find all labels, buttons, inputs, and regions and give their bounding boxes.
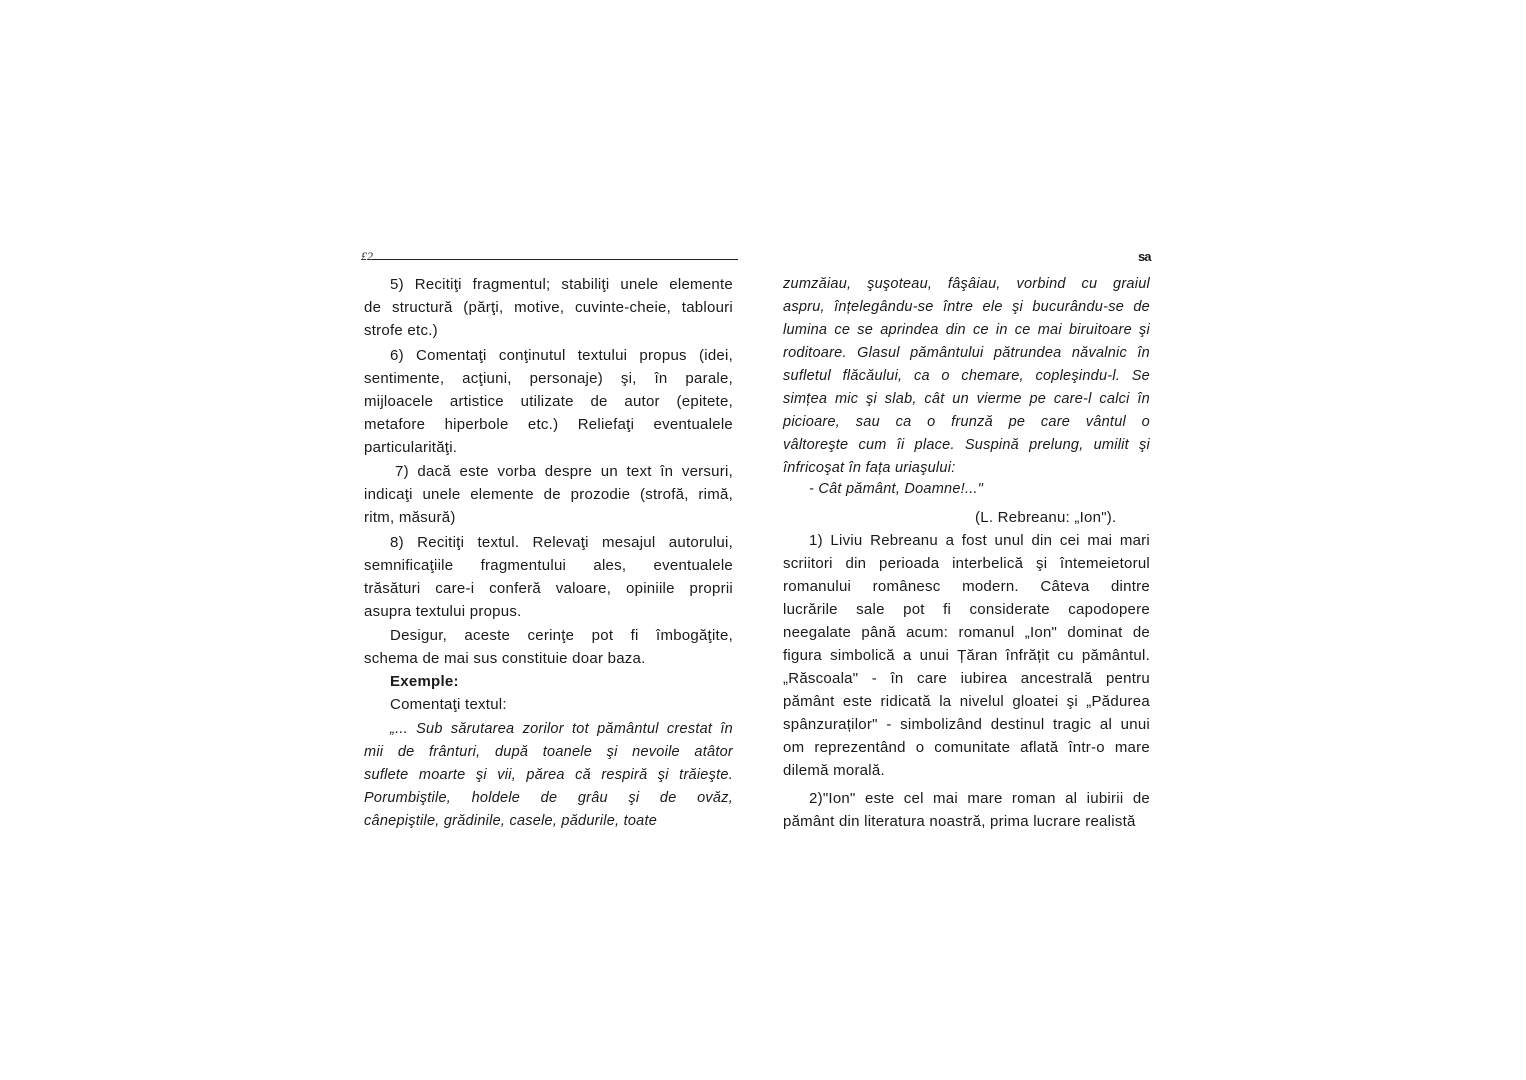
text-line: vâltoreşte cum îi place. Suspină prelung, umilit şi: [783, 437, 1150, 453]
text-line: ritm, măsură): [364, 509, 456, 526]
text-line: „... Sub sărutarea zorilor tot pământul crestat în: [390, 721, 733, 737]
paragraph-item-2: [783, 787, 1150, 833]
quote-dialogue: [783, 478, 1150, 501]
paragraph-item-6: [364, 344, 733, 459]
text-line: neegalate până acum: romanul „Ion" dominat de: [783, 624, 1150, 641]
page-number-right: sa: [1138, 249, 1151, 264]
paragraph-conclusion: [364, 624, 733, 670]
text-line: strofe etc.): [364, 322, 438, 339]
text-line: zumzăiau, şuşoteau, fâşâiau, vorbind cu graiul: [783, 276, 1150, 292]
text-line: Exemple:: [390, 673, 459, 690]
text-line: dilemă morală.: [783, 762, 885, 779]
examples-heading: [364, 670, 733, 693]
text-line: suflete moarte şi vii, părea că respiră şi trăieşte.: [364, 767, 733, 783]
text-line: om reprezentând o comunitate aflată într-o mare: [783, 739, 1150, 756]
text-line: - Cât pământ, Doamne!...": [809, 481, 984, 497]
text-line: lucrările sale pot fi considerate capodopere: [783, 601, 1150, 618]
text-line: pământ este ridicată la nivelul gloatei şi „Pădurea: [783, 693, 1150, 710]
header-rule: [372, 259, 738, 260]
text-line: 5) Recitiţi fragmentul; stabiliţi unele elemente: [390, 276, 733, 293]
text-line: romanului românesc modern. Câteva dintre: [783, 578, 1150, 595]
text-line: sufletul flăcăului, ca o chemare, copleşindu-l. Se: [783, 368, 1150, 384]
text-line: Desigur, aceste cerinţe pot fi îmbogăţite,: [390, 627, 733, 644]
text-line: roditoare. Glasul pământului pătrundea năvalnic în: [783, 345, 1150, 361]
quote-excerpt: [364, 718, 733, 833]
text-line: scriitori din perioada interbelică şi întemeietorul: [783, 555, 1150, 572]
text-line: simțea mic şi slab, cât un vierme pe care-l calci în: [783, 391, 1150, 407]
text-line: trăsături care-i conferă valoare, opiniile proprii: [364, 580, 733, 597]
text-line: 2)"Ion" este cel mai mare roman al iubirii de: [809, 790, 1150, 807]
text-line: de structură (părţi, motive, cuvinte-cheie, tablouri: [364, 299, 733, 316]
text-line: metafore hiperbole etc.) Reliefaţi eventualele: [364, 416, 733, 433]
text-line: 6) Comentaţi conţinutul textului propus (idei,: [390, 347, 733, 364]
text-line: schema de mai sus constituie doar baza.: [364, 650, 646, 667]
text-line: aspru, înțelegându-se între ele şi bucurându-se de: [783, 299, 1150, 315]
paragraph-item-8: [364, 531, 733, 623]
text-line: picioare, sau ca o frunză pe care vântul o: [783, 414, 1150, 430]
paragraph-item-5: [364, 273, 733, 342]
text-line: indicaţi unele elemente de prozodie (strofă, rimă,: [364, 486, 733, 503]
text-line: spânzuraților" - simbolizând destinul tragic al unui: [783, 716, 1150, 733]
text-line: 7) dacă este vorba despre un text în versuri,: [395, 463, 733, 480]
citation: [975, 506, 1135, 529]
text-line: sentimente, acţiuni, personaje) şi, în parale,: [364, 370, 733, 387]
text-line: Comentaţi textul:: [390, 696, 507, 713]
text-line: pământ din literatura noastră, prima lucrare realistă: [783, 813, 1136, 830]
paragraph-item-1: [783, 529, 1150, 782]
paragraph-item-7: [364, 460, 733, 529]
text-line: mijloacele artistice utilizate de autor (epitete,: [364, 393, 733, 410]
page-number-left: £2: [361, 249, 373, 263]
text-line: particularităţi.: [364, 439, 458, 456]
text-line: asupra textului propus.: [364, 603, 522, 620]
text-line: 8) Recitiţi textul. Relevaţi mesajul autorului,: [390, 534, 733, 551]
text-line: semnificaţiile fragmentului ales, eventualele: [364, 557, 733, 574]
text-line: lumina ce se aprindea din ce in ce mai biruitoare şi: [783, 322, 1150, 338]
text-line: figura simbolică a unui Țăran înfrățit cu pământul.: [783, 647, 1150, 664]
text-line: (L. Rebreanu: „Ion").: [975, 509, 1117, 526]
quote-excerpt-continued: [783, 273, 1150, 480]
text-line: 1) Liviu Rebreanu a fost unul din cei mai mari: [809, 532, 1150, 549]
text-line: Porumbiştile, holdele de grâu şi de ovăz,: [364, 790, 733, 806]
text-line: mii de frânturi, după toanele şi nevoile atâtor: [364, 744, 733, 760]
text-line: „Răscoala" - în care iubirea ancestrală pentru: [783, 670, 1150, 687]
text-line: înfricoşat în fața uriaşului:: [783, 460, 956, 476]
instruction-text: [364, 693, 733, 716]
text-line: cânepiştile, grădinile, casele, pădurile, toate: [364, 813, 658, 829]
